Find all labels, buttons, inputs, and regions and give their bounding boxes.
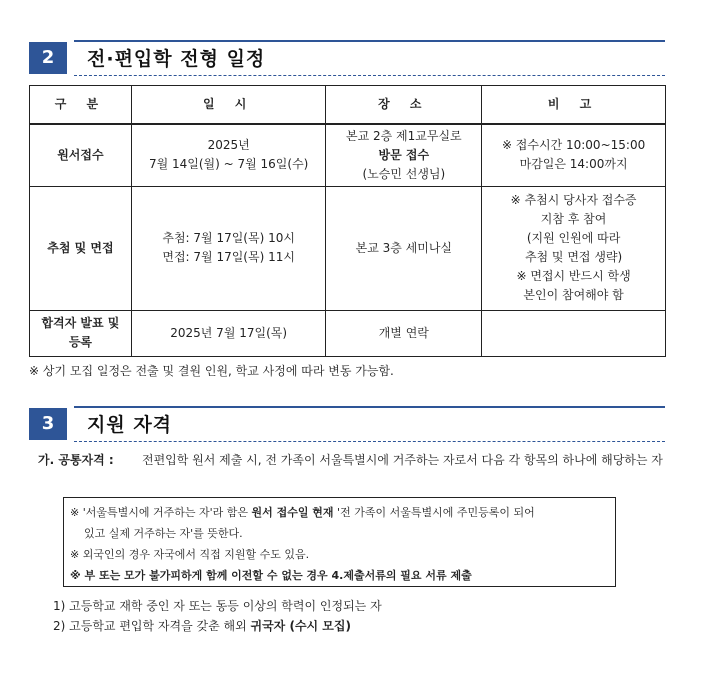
qualification-text: 전편입학 원서 제출 시, 전 가족이 서울특별시에 거주하는 자로서 다음 각 항목의 하나에 해당하는 자 bbox=[142, 453, 663, 467]
header-rule-top bbox=[74, 406, 665, 408]
row-place: 본교 3층 세미나실 bbox=[326, 186, 482, 310]
cell-line: 2025년 bbox=[207, 138, 250, 153]
cell-line: 지참 후 참여 bbox=[540, 212, 607, 226]
notice-line: ※ 외국인의 경우 자국에서 직접 지원할 수도 있음. bbox=[70, 548, 310, 561]
cell-line: 본교 2층 제1교무실로 bbox=[346, 128, 462, 143]
notice-line bbox=[70, 504, 535, 520]
row-category: 원서접수 bbox=[30, 124, 132, 186]
section-number: 3 bbox=[29, 408, 67, 440]
cell-line: 방문 접수 bbox=[378, 147, 430, 162]
cell-line: 7월 14일(월) ~ 7월 16일(수) bbox=[148, 157, 309, 172]
notice-emphasis: 원서 접수일 현재 bbox=[251, 506, 334, 519]
list-item-text: 2) 고등학교 편입학 자격을 갖춘 해외 bbox=[53, 619, 251, 633]
row-datetime bbox=[131, 124, 326, 186]
row-datetime bbox=[131, 186, 326, 310]
row-place: 개별 연락 bbox=[326, 310, 482, 356]
qualification-label: 가. 공통자격 : bbox=[38, 453, 114, 467]
cell-line: ※ 추첨시 당사자 접수증 bbox=[510, 193, 637, 207]
header-rule-bottom bbox=[74, 75, 665, 76]
header-rule-bottom bbox=[74, 441, 665, 442]
schedule-note: ※ 상기 모집 일정은 전출 및 결원 인원, 학교 사정에 따라 변동 가능함. bbox=[29, 364, 394, 378]
cell-line: ※ 면접시 반드시 학생 bbox=[516, 269, 631, 283]
notice-line: 있고 실제 거주하는 자'를 뜻한다. bbox=[84, 527, 243, 540]
list-item: 1) 고등학교 재학 중인 자 또는 동등 이상의 학력이 인정되는 자 bbox=[53, 599, 382, 613]
row-place bbox=[326, 124, 482, 186]
cell-line: 추첨 및 면접 생략) bbox=[524, 250, 623, 264]
cell-line: 등록 bbox=[68, 335, 92, 349]
table-row bbox=[30, 310, 666, 356]
row-note bbox=[482, 310, 666, 356]
cell-line: 마감일은 14:00까지 bbox=[519, 157, 628, 172]
header-note: 비 고 bbox=[482, 86, 666, 125]
row-category: 추첨 및 면접 bbox=[30, 186, 132, 310]
table-row bbox=[30, 124, 666, 186]
cell-line: (지원 인원에 따라 bbox=[526, 231, 621, 245]
header-place: 장 소 bbox=[326, 86, 482, 125]
section-3-header bbox=[29, 406, 665, 442]
cell-line: 추첨: 7월 17일(목) 10시 bbox=[162, 231, 295, 245]
cell-line: 면접: 7월 17일(목) 11시 bbox=[162, 250, 295, 264]
notice-text: ※ '서울특별시에 거주하는 자'라 함은 bbox=[70, 506, 252, 519]
row-category bbox=[30, 310, 132, 356]
section-number: 2 bbox=[29, 42, 67, 74]
cell-line: ※ 접수시간 10:00~15:00 bbox=[501, 138, 646, 153]
cell-line: 본인이 참여해야 함 bbox=[523, 288, 624, 302]
header-datetime: 일 시 bbox=[131, 86, 326, 125]
notice-text: '전 가족이 서울특별시에 주민등록이 되어 bbox=[333, 506, 535, 519]
header-rule-top bbox=[74, 40, 665, 42]
row-note bbox=[482, 124, 666, 186]
residency-notice-box bbox=[63, 497, 616, 587]
schedule-table bbox=[29, 85, 666, 357]
notice-line: ※ 부 또는 모가 불가피하게 함께 이전할 수 없는 경우 4.제출서류의 필요 서류 제출 bbox=[70, 569, 472, 582]
cell-line: 합격자 발표 및 bbox=[41, 316, 120, 330]
row-datetime: 2025년 7월 17일(목) bbox=[131, 310, 326, 356]
list-item bbox=[53, 617, 351, 634]
header-category: 구 분 bbox=[30, 86, 132, 125]
section-2-header bbox=[29, 40, 665, 76]
row-note bbox=[482, 186, 666, 310]
table-header-row bbox=[30, 86, 666, 125]
list-item-emphasis: 귀국자 (수시 모집) bbox=[250, 619, 351, 633]
section-title: 지원 자격 bbox=[87, 414, 173, 436]
cell-line: (노승민 선생님) bbox=[362, 166, 446, 181]
table-row bbox=[30, 186, 666, 310]
section-title: 전·편입학 전형 일정 bbox=[87, 48, 266, 70]
